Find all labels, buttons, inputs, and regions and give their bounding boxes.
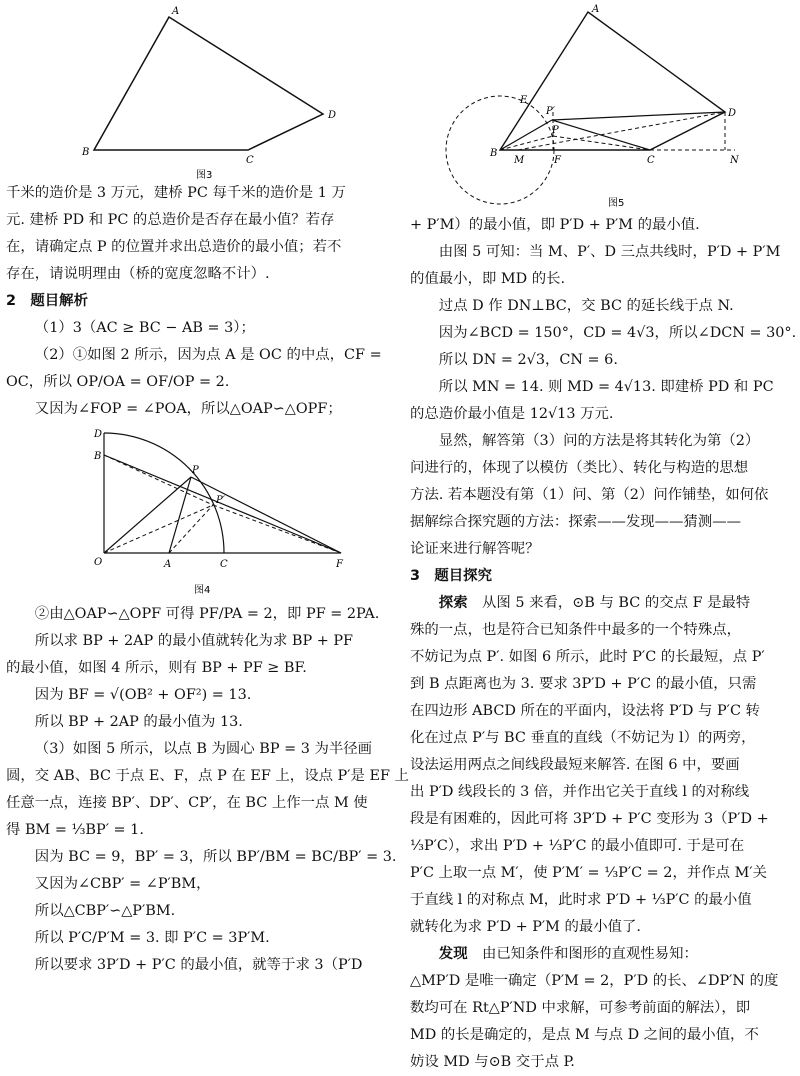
- text-line: [410, 779, 798, 806]
- line-text: 得 BM = ⅓BP′ = 1.: [6, 822, 144, 838]
- figure-4-diagram: [6, 423, 394, 601]
- figure-4-caption: 图4: [194, 585, 211, 596]
- text-line: [410, 455, 798, 482]
- text-line: [6, 315, 394, 342]
- text-line: [6, 925, 394, 952]
- fig3-label: A: [172, 6, 180, 17]
- keyword: 探索: [438, 595, 468, 611]
- text-line: [410, 293, 798, 320]
- line-text: （2）①如图 2 所示，因为点 A 是 OC 的中点，CF =: [34, 347, 382, 363]
- line-text: 因为∠BCD = 150°，CD = 4√3，所以∠DCN = 30°.: [438, 325, 797, 341]
- line-text: 所以要求 3P′D + P′C 的最小值，就等于求 3（P′D: [34, 957, 363, 973]
- figure-5: [410, 0, 798, 212]
- line-text: 出 P′D 线段长的 3 倍，并作出它关于直线 l 的对称线: [410, 784, 750, 800]
- line-text: 因为 BC = 9，BP′ = 3，所以 BP′/BM = BC/BP′ = 3.: [34, 849, 397, 865]
- line-text: + P′M）的最小值，即 P′D + P′M 的最小值.: [410, 217, 700, 233]
- text-line: [6, 261, 394, 288]
- fig5-label: E: [520, 95, 528, 106]
- fig4-label: P′: [216, 495, 225, 506]
- line-text: 任意一点，连接 BP′、DP′、CP′，在 BC 上作一点 M 使: [6, 795, 368, 811]
- line-text: 在，请确定点 P 的位置并求出总造价的最小值；若不: [6, 239, 342, 255]
- section-heading: [410, 563, 798, 590]
- fig3-label: D: [328, 110, 337, 121]
- text-line: [6, 180, 394, 207]
- line-text: 据解综合探究题的方法：探索——发现——猜测——: [410, 514, 741, 530]
- text-line: [410, 212, 798, 239]
- text-line: [6, 898, 394, 925]
- text-line: [410, 617, 798, 644]
- line-text: 所以 P′C/P′M = 3. 即 P′C = 3P′M.: [34, 930, 270, 946]
- line-text: 所以 BP + 2AP 的最小值为 13.: [34, 714, 243, 730]
- text-line: [410, 1049, 798, 1076]
- fig5-label: B: [490, 148, 498, 159]
- left-text-bottom: [6, 601, 409, 979]
- line-text: 论证来进行解答呢？: [410, 541, 540, 557]
- fig5-label: A: [592, 4, 600, 15]
- text-line: [410, 968, 798, 995]
- line-text: 千米的造价是 3 万元，建桥 PC 每千米的造价是 1 万: [6, 185, 346, 201]
- text-line: [410, 725, 798, 752]
- line-text: 所以 MN = 14. 则 MD = 4√13. 即建桥 PD 和 PC: [438, 379, 774, 395]
- fig5-label: P: [552, 125, 559, 136]
- text-line: [6, 234, 394, 261]
- text-line: [410, 887, 798, 914]
- text-line: [6, 871, 394, 898]
- text-line: [410, 347, 798, 374]
- text-line: [410, 698, 798, 725]
- figure-5-caption: 图5: [608, 198, 625, 209]
- text-line: [6, 207, 394, 234]
- fig4-label: F: [336, 559, 343, 570]
- line-text: 化在过点 P′与 BC 垂直的直线（不妨记为 l）的两旁，: [410, 730, 756, 746]
- text-line: [6, 817, 394, 844]
- text-line: [6, 682, 394, 709]
- text-line: [6, 844, 397, 871]
- text-line: [6, 763, 409, 790]
- line-text: 的最小值，如图 4 所示，则有 BP + PF ≥ BF.: [6, 660, 307, 676]
- line-text: 又因为∠CBP′ = ∠P′BM，: [34, 876, 211, 892]
- line-text: 问进行的，体现了以模仿（类比）、转化与构造的思想: [410, 460, 749, 476]
- line-text: 从图 5 来看，⊙B 与 BC 的交点 F 是最特: [467, 595, 751, 611]
- section-heading: [6, 288, 394, 315]
- line-text: （3）如图 5 所示，以点 B 为圆心 BP = 3 为半径画: [34, 741, 373, 757]
- line-text: 数均可在 Rt△P′ND 中求解，可参考前面的解法），即: [410, 1000, 751, 1016]
- fig5-label: P′: [546, 106, 555, 117]
- line-text: 于直线 l 的对称点 M，此时求 P′D + ⅓P′C 的最小值: [410, 892, 752, 908]
- text-line: [410, 671, 798, 698]
- line-text: 存在，请说明理由（桥的宽度忽略不计）.: [6, 266, 270, 282]
- fig3-label: C: [246, 155, 254, 166]
- line-text: 到 B 点距离也为 3. 要求 3P′D + P′C 的最小值，只需: [410, 676, 757, 692]
- text-line: [410, 833, 798, 860]
- text-line: [410, 374, 798, 401]
- line-text: 的值最小，即 MD 的长.: [410, 271, 566, 287]
- line-text: 所以△CBP′∽△P′BM.: [34, 903, 176, 919]
- text-line: [410, 428, 798, 455]
- line-text: 3 题目探究: [410, 568, 492, 584]
- text-line: [410, 536, 798, 563]
- text-line: [6, 790, 394, 817]
- text-line: [410, 914, 798, 941]
- text-line: [410, 644, 798, 671]
- line-text: 设法运用两点之间线段最短来解答. 在图 6 中，要画: [410, 757, 740, 773]
- text-line: [410, 266, 798, 293]
- figure-4: [6, 423, 394, 601]
- line-text: ②由△OAP∽△OPF 可得 PF/PA = 2，即 PF = 2PA.: [34, 606, 380, 622]
- keyword: 发现: [438, 946, 468, 962]
- fig5-label: D: [728, 108, 737, 119]
- text-line: [410, 752, 798, 779]
- figure-3: [6, 0, 394, 180]
- text-line: [410, 941, 798, 968]
- line-text: 就转化为求 P′D + P′M 的最小值了.: [410, 919, 642, 935]
- line-text: 在四边形 ABCD 所在的平面内，设法将 P′D 与 P′C 转: [410, 703, 760, 719]
- line-text: 殊的一点，也是符合已知条件中最多的一个特殊点，: [410, 622, 741, 638]
- text-line: [6, 396, 394, 423]
- line-text: 的总造价最小值是 12√13 万元.: [410, 406, 614, 422]
- fig4-label: A: [164, 559, 172, 570]
- line-text: △MP′D 是唯一确定（P′M = 2，P′D 的长、∠DP′N 的度: [410, 973, 779, 989]
- fig4-label: B: [94, 451, 102, 462]
- text-line: [6, 342, 394, 369]
- line-text: 圆，交 AB、BC 于点 E、F，点 P 在 EF 上，设点 P′是 EF 上: [6, 768, 409, 784]
- text-line: [6, 628, 394, 655]
- text-line: [410, 239, 798, 266]
- text-line: [410, 482, 798, 509]
- figure-3-caption: 图3: [196, 170, 213, 180]
- line-text: 元. 建桥 PD 和 PC 的总造价是否存在最小值？若存: [6, 212, 335, 228]
- text-line: [410, 806, 798, 833]
- line-text: 由图 5 可知：当 M、P′、D 三点共线时，P′D + P′M: [438, 244, 781, 260]
- fig3-label: B: [82, 147, 90, 158]
- line-text: 不妨记为点 P′. 如图 6 所示，此时 P′C 的长最短，点 P′: [410, 649, 765, 665]
- text-line: [410, 995, 798, 1022]
- line-text: 妨设 MD 与⊙B 交于点 P.: [410, 1054, 575, 1070]
- line-text: 所以求 BP + 2AP 的最小值就转化为求 BP + PF: [34, 633, 354, 649]
- text-line: [6, 369, 394, 396]
- fig5-label: M: [514, 155, 525, 166]
- line-text: ⅓P′C），求出 P′D + ⅓P′C 的最小值即可. 于是可在: [410, 838, 745, 854]
- figure-3-diagram: [6, 0, 394, 180]
- figure-5-diagram: [410, 0, 798, 212]
- fig5-label: F: [554, 155, 561, 166]
- text-line: [410, 590, 798, 617]
- fig4-label: C: [220, 559, 228, 570]
- line-text: 因为 BF = √(OB² + OF²) = 13.: [34, 687, 252, 703]
- line-text: （1）3（AC ≥ BC − AB = 3）；: [34, 320, 255, 336]
- text-line: [410, 509, 798, 536]
- line-text: 显然，解答第（3）问的方法是将其转化为第（2）: [438, 433, 760, 449]
- line-text: 又因为∠FOP = ∠POA，所以△OAP∽△OPF；: [34, 401, 342, 417]
- text-line: [6, 655, 394, 682]
- fig4-label: P: [192, 465, 199, 476]
- text-line: [410, 401, 798, 428]
- text-line: [6, 709, 394, 736]
- text-line: [6, 736, 394, 763]
- right-column: [410, 0, 798, 1071]
- left-column: [6, 0, 409, 1071]
- text-line: [6, 601, 394, 628]
- text-line: [410, 1022, 798, 1049]
- line-text: OC，所以 OP/OA = OF/OP = 2.: [6, 374, 230, 390]
- line-text: 2 题目解析: [6, 293, 88, 309]
- line-text: MD 的长是确定的，是点 M 与点 D 之间的最小值，不: [410, 1027, 759, 1043]
- fig5-label: N: [730, 155, 739, 166]
- line-text: 由已知条件和图形的直观性易知：: [467, 946, 698, 962]
- left-text-top: [6, 180, 394, 423]
- fig5-label: C: [647, 155, 655, 166]
- line-text: 所以 DN = 2√3，CN = 6.: [438, 352, 618, 368]
- text-line: [410, 320, 798, 347]
- line-text: 方法. 若本题没有第（1）问、第（2）问作铺垫，如何依: [410, 487, 769, 503]
- right-text: [410, 212, 798, 1076]
- fig4-label: O: [94, 557, 103, 568]
- fig4-label: D: [94, 429, 103, 440]
- text-line: [410, 860, 798, 887]
- text-line: [6, 952, 394, 979]
- line-text: P′C 上取一点 M′，使 P′M′ = ⅓P′C = 2，并作点 M′关: [410, 865, 767, 881]
- line-text: 段是有困难的，因此可将 3P′D + P′C 变形为 3（P′D +: [410, 811, 769, 827]
- line-text: 过点 D 作 DN⊥BC，交 BC 的延长线于点 N.: [438, 298, 734, 314]
